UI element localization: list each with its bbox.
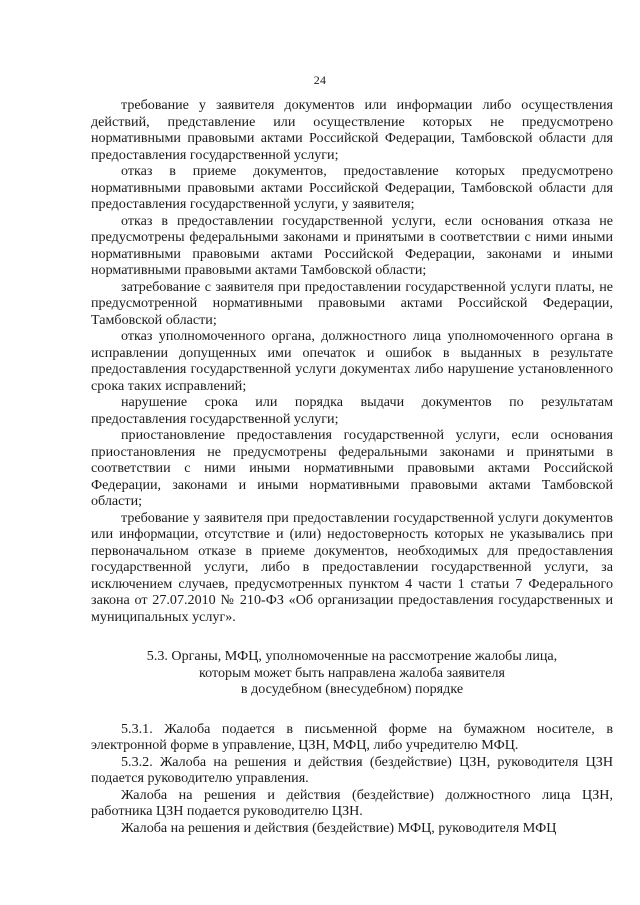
- paragraph: Жалоба на решения и действия (бездействие) должностного лица ЦЗН, работника ЦЗН подается руководителю ЦЗН.: [91, 786, 613, 819]
- section-heading-line: 5.3. Органы, МФЦ, уполномоченные на рассмотрение жалобы лица,: [146, 648, 558, 664]
- paragraph: затребование с заявителя при предоставлении государственной услуги платы, не предусмотренной нормативными правовыми актами Российской Федерации, Тамбовской области;: [91, 278, 613, 328]
- paragraph: 5.3.1. Жалоба подается в письменной форме на бумажном носителе, в электронной форме в управление, ЦЗН, МФЦ, либо учредителю МФЦ.: [91, 720, 613, 753]
- document-body: [91, 97, 613, 836]
- section-heading: [91, 648, 613, 698]
- paragraph: отказ в приеме документов, предоставление которых предусмотрено нормативными правовыми актами Российской Федерации, Тамбовской области для предоставления государственной услуги, у заявителя;: [91, 163, 613, 212]
- page-number: 24: [313, 73, 327, 87]
- paragraph: отказ в предоставлении государственной услуги, если основания отказа не предусмотрены федеральными законами и принятыми в соответствии с ними иными нормативными правовыми актами Российской Федерации, законами и иными нормативными правовыми актами Тамбовской области;: [91, 212, 613, 278]
- paragraph: отказ уполномоченного органа, должностного лица уполномоченного органа в исправлении допущенных ими опечаток и ошибок в выданных в результате предоставления государственной услуги документах либо нарушение установленного срока таких исправлений;: [91, 328, 613, 394]
- paragraph: нарушение срока или порядка выдачи документов по результатам предоставления государственной услуги;: [91, 394, 613, 427]
- paragraph: Жалоба на решения и действия (бездействие) МФЦ, руководителя МФЦ: [121, 819, 557, 836]
- paragraph: требование у заявителя документов или информации либо осуществления действий, представление или осуществление которых не предусмотрено нормативными правовыми актами Российской Федерации, Тамбовской области для предоставления государственной услуги;: [91, 97, 613, 163]
- paragraph: приостановление предоставления государственной услуги, если основания приостановления не предусмотрены федеральными законами и принятыми в соответствии с ними иными нормативными правовыми актами Российской Федерации, законами и иными нормативными правовыми актами Тамбовской области;: [91, 427, 613, 509]
- paragraph: 5.3.2. Жалоба на решения и действия (бездействие) ЦЗН, руководителя ЦЗН подается руководителю управления.: [91, 753, 613, 786]
- section-heading-line: которым может быть направлена жалоба заявителя: [199, 664, 505, 681]
- paragraph: требование у заявителя при предоставлении государственной услуги документов или информации, отсутствие и (или) недостоверность которых не указывались при первоначальном отказе в приеме документов, необходимых для предоставления государственной услуги, либо в предоставлении государственной услуги, за исключением случаев, предусмотренных пунктом 4 части 1 статьи 7 Федерального закона от 27.07.2010 № 210-ФЗ «Об организации предоставления государственных и муниципальных услуг».: [91, 509, 613, 625]
- section-heading-line: в досудебном (внесудебном) порядке: [240, 681, 464, 697]
